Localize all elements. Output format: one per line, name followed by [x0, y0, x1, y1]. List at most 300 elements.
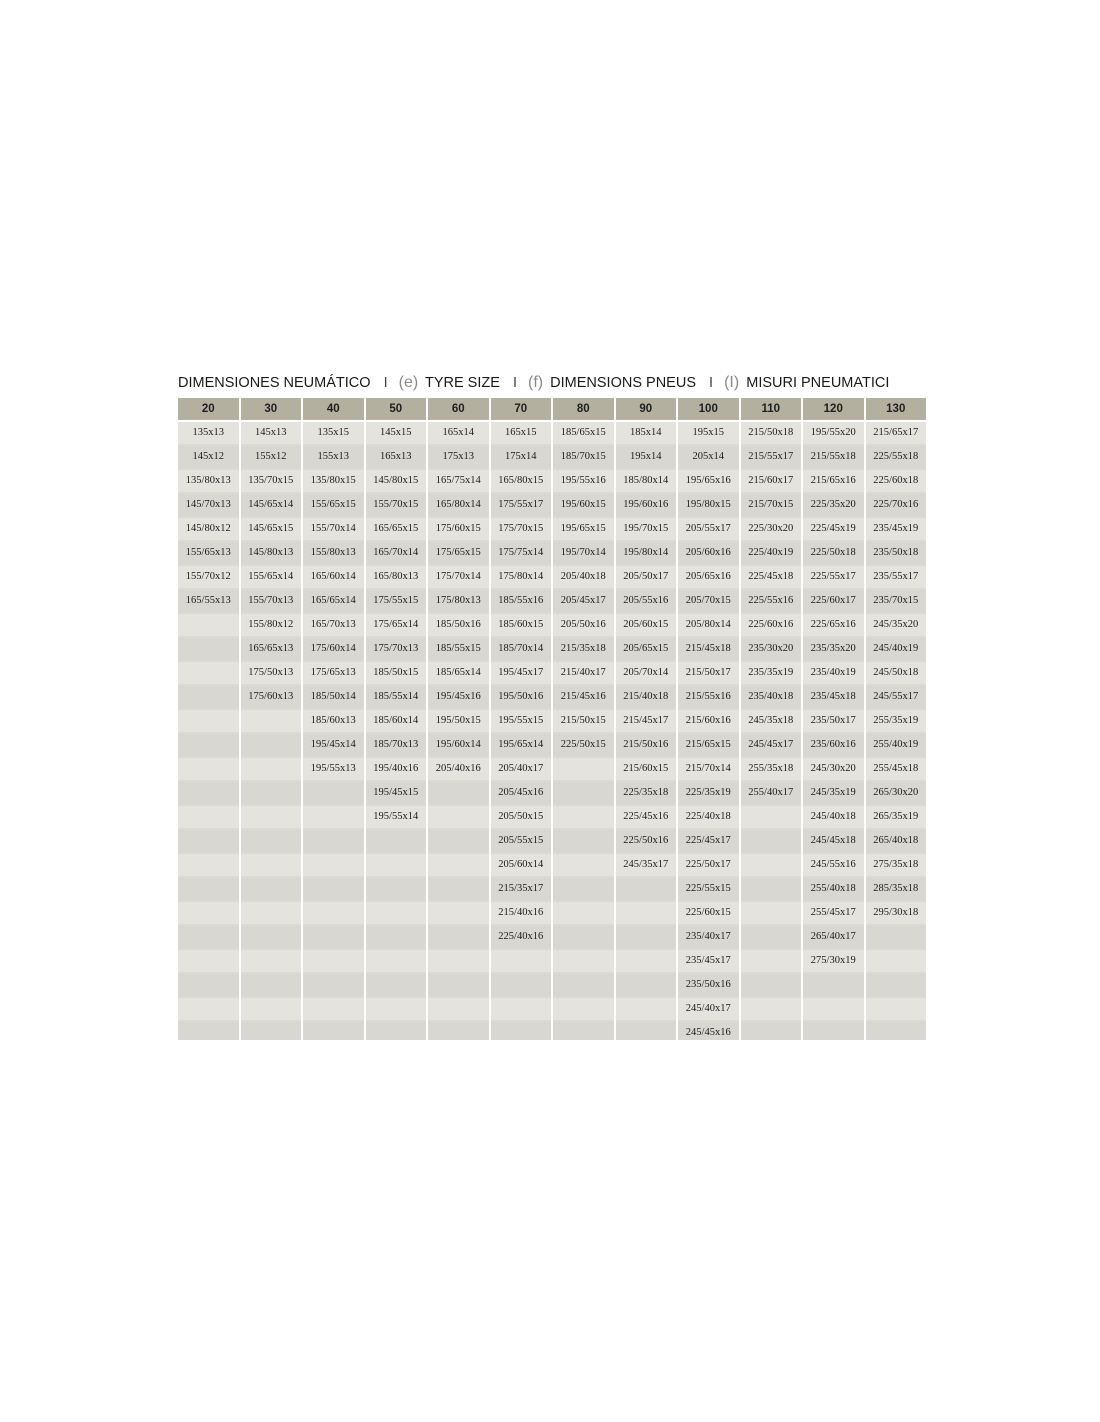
empty-cell: [491, 1022, 552, 1040]
tyre-size-cell: 175/65x13: [303, 662, 364, 684]
heading-separator: I: [709, 375, 714, 391]
empty-cell: [741, 950, 802, 972]
tyre-size-cell: 185x14: [616, 422, 677, 444]
tyre-size-cell: 245/40x18: [803, 806, 864, 828]
table-column: [616, 398, 677, 1040]
empty-cell: [491, 998, 552, 1020]
tyre-size-cell: 245/50x18: [866, 662, 927, 684]
tyre-size-cell: 165/55x13: [178, 590, 239, 612]
tyre-size-cell: 245/35x20: [866, 614, 927, 636]
tyre-size-cell: 235/50x17: [803, 710, 864, 732]
tyre-size-cell: 165/80x14: [428, 494, 489, 516]
tyre-size-cell: 205/55x17: [678, 518, 739, 540]
tyre-size-cell: 195/60x15: [553, 494, 614, 516]
table-column: [303, 398, 364, 1040]
tyre-size-cell: 205/45x16: [491, 782, 552, 804]
empty-cell: [178, 782, 239, 804]
tyre-size-cell: 185/70x15: [553, 446, 614, 468]
empty-cell: [741, 878, 802, 900]
heading-separator: I: [383, 375, 388, 391]
empty-cell: [366, 998, 427, 1020]
tyre-size-cell: 205/65x16: [678, 566, 739, 588]
empty-cell: [866, 974, 927, 996]
tyre-size-cell: 175/80x14: [491, 566, 552, 588]
column-header: 60: [428, 398, 489, 422]
empty-cell: [303, 806, 364, 828]
empty-cell: [428, 782, 489, 804]
tyre-size-cell: 235/50x16: [678, 974, 739, 996]
tyre-size-cell: 195/65x14: [491, 734, 552, 756]
empty-cell: [428, 974, 489, 996]
tyre-size-cell: 205/55x15: [491, 830, 552, 852]
empty-cell: [303, 1022, 364, 1040]
tyre-size-cell: 215/45x17: [616, 710, 677, 732]
empty-cell: [741, 926, 802, 948]
empty-cell: [366, 854, 427, 876]
empty-cell: [428, 878, 489, 900]
tyre-size-cell: 265/40x18: [866, 830, 927, 852]
tyre-size-cell: 155/70x15: [366, 494, 427, 516]
empty-cell: [741, 998, 802, 1020]
tyre-size-cell: 255/35x18: [741, 758, 802, 780]
tyre-size-cell: 205/40x18: [553, 566, 614, 588]
tyre-size-cell: 175/65x14: [366, 614, 427, 636]
empty-cell: [366, 902, 427, 924]
empty-cell: [428, 998, 489, 1020]
tyre-size-cell: 205/40x16: [428, 758, 489, 780]
tyre-size-cell: 205/60x16: [678, 542, 739, 564]
tyre-size-cell: 215/65x15: [678, 734, 739, 756]
tyre-size-cell: 255/40x19: [866, 734, 927, 756]
table-column: [428, 398, 489, 1040]
tyre-size-cell: 195/45x15: [366, 782, 427, 804]
empty-cell: [553, 974, 614, 996]
empty-cell: [178, 926, 239, 948]
tyre-size-cell: 245/45x17: [741, 734, 802, 756]
tyre-size-cell: 225/60x17: [803, 590, 864, 612]
tyre-size-cell: 195/45x16: [428, 686, 489, 708]
tyre-size-cell: 225/50x18: [803, 542, 864, 564]
tyre-size-cell: 195/55x15: [491, 710, 552, 732]
empty-cell: [241, 830, 302, 852]
empty-cell: [553, 950, 614, 972]
tyre-size-cell: 185/50x14: [303, 686, 364, 708]
empty-cell: [428, 1022, 489, 1040]
tyre-size-cell: 155x12: [241, 446, 302, 468]
tyre-size-cell: 185/80x14: [616, 470, 677, 492]
tyre-size-cell: 175/70x14: [428, 566, 489, 588]
tyre-size-cell: 215/35x17: [491, 878, 552, 900]
column-header: 100: [678, 398, 739, 422]
tyre-size-cell: 205x14: [678, 446, 739, 468]
tyre-size-cell: 155/65x14: [241, 566, 302, 588]
tyre-size-cell: 185/55x14: [366, 686, 427, 708]
tyre-size-cell: 225/40x18: [678, 806, 739, 828]
tyre-size-cell: 215/50x16: [616, 734, 677, 756]
tyre-size-cell: 195/55x20: [803, 422, 864, 444]
tyre-size-cell: 135/80x13: [178, 470, 239, 492]
empty-cell: [366, 830, 427, 852]
tyre-size-cell: 185/65x15: [553, 422, 614, 444]
tyre-size-cell: 255/45x18: [866, 758, 927, 780]
empty-cell: [428, 902, 489, 924]
tyre-size-cell: 135x13: [178, 422, 239, 444]
tyre-size-cell: 235/50x18: [866, 542, 927, 564]
tyre-size-cell: 215/35x18: [553, 638, 614, 660]
column-header: 110: [741, 398, 802, 422]
empty-cell: [553, 878, 614, 900]
tyre-size-cell: 185/60x15: [491, 614, 552, 636]
tyre-size-cell: 275/35x18: [866, 854, 927, 876]
table-column: [366, 398, 427, 1040]
tyre-size-cell: 185/55x15: [428, 638, 489, 660]
empty-cell: [553, 998, 614, 1020]
empty-cell: [178, 734, 239, 756]
tyre-size-cell: 175/60x13: [241, 686, 302, 708]
tyre-size-cell: 165/75x14: [428, 470, 489, 492]
tyre-size-cell: 235/45x19: [866, 518, 927, 540]
tyre-size-cell: 205/80x14: [678, 614, 739, 636]
tyre-size-cell: 195/50x15: [428, 710, 489, 732]
tyre-size-cell: 225/50x16: [616, 830, 677, 852]
empty-cell: [491, 974, 552, 996]
tyre-size-cell: 195/65x16: [678, 470, 739, 492]
tyre-size-cell: 175/80x13: [428, 590, 489, 612]
tyre-size-cell: 225/45x17: [678, 830, 739, 852]
empty-cell: [553, 854, 614, 876]
tyre-size-cell: 215/65x17: [866, 422, 927, 444]
heading-separator: I: [512, 375, 517, 391]
empty-cell: [491, 950, 552, 972]
tyre-size-cell: 215/70x15: [741, 494, 802, 516]
tyre-size-cell: 205/65x15: [616, 638, 677, 660]
column-header: 70: [491, 398, 552, 422]
empty-cell: [241, 878, 302, 900]
tyre-size-table: [178, 398, 926, 1040]
empty-cell: [553, 1022, 614, 1040]
empty-cell: [553, 782, 614, 804]
empty-cell: [303, 950, 364, 972]
empty-cell: [616, 950, 677, 972]
column-header: 130: [866, 398, 927, 422]
tyre-size-cell: 225/50x15: [553, 734, 614, 756]
tyre-size-cell: 205/45x17: [553, 590, 614, 612]
tyre-size-cell: 225/55x17: [803, 566, 864, 588]
tyre-size-cell: 225/60x15: [678, 902, 739, 924]
tyre-size-cell: 215/50x17: [678, 662, 739, 684]
tyre-size-cell: 225/60x18: [866, 470, 927, 492]
empty-cell: [616, 1022, 677, 1040]
tyre-size-cell: 175/60x14: [303, 638, 364, 660]
empty-cell: [241, 710, 302, 732]
empty-cell: [303, 926, 364, 948]
tyre-size-cell: 215/45x18: [678, 638, 739, 660]
tyre-size-cell: 245/35x19: [803, 782, 864, 804]
column-header: 80: [553, 398, 614, 422]
empty-cell: [178, 830, 239, 852]
tyre-size-cell: 215/50x18: [741, 422, 802, 444]
empty-cell: [616, 902, 677, 924]
empty-cell: [241, 926, 302, 948]
column-header: 120: [803, 398, 864, 422]
tyre-size-cell: 195/55x13: [303, 758, 364, 780]
tyre-size-cell: 225/35x19: [678, 782, 739, 804]
table-column: [241, 398, 302, 1040]
empty-cell: [178, 974, 239, 996]
tyre-size-cell: 235/55x17: [866, 566, 927, 588]
tyre-size-cell: 195/55x14: [366, 806, 427, 828]
empty-cell: [241, 998, 302, 1020]
tyre-size-cell: 175/50x13: [241, 662, 302, 684]
tyre-size-cell: 235/35x19: [741, 662, 802, 684]
heading-en-code: (e): [398, 374, 419, 391]
tyre-size-cell: 195/65x15: [553, 518, 614, 540]
tyre-size-cell: 225/45x18: [741, 566, 802, 588]
tyre-size-cell: 145/80x13: [241, 542, 302, 564]
tyre-size-cell: 195/40x16: [366, 758, 427, 780]
table-column: [553, 398, 614, 1040]
tyre-size-cell: 285/35x18: [866, 878, 927, 900]
tyre-size-cell: 255/40x18: [803, 878, 864, 900]
tyre-size-cell: 245/55x16: [803, 854, 864, 876]
empty-cell: [178, 614, 239, 636]
tyre-size-cell: 185/70x14: [491, 638, 552, 660]
tyre-size-cell: 165x15: [491, 422, 552, 444]
empty-cell: [428, 950, 489, 972]
empty-cell: [428, 926, 489, 948]
tyre-size-cell: 195/80x15: [678, 494, 739, 516]
tyre-size-cell: 235/40x19: [803, 662, 864, 684]
tyre-size-cell: 265/30x20: [866, 782, 927, 804]
empty-cell: [241, 734, 302, 756]
tyre-size-cell: 205/50x15: [491, 806, 552, 828]
tyre-size-cell: 215/40x17: [553, 662, 614, 684]
tyre-size-cell: 245/45x16: [678, 1022, 739, 1040]
tyre-size-cell: 225/60x16: [741, 614, 802, 636]
tyre-size-cell: 175/55x17: [491, 494, 552, 516]
tyre-size-cell: 215/55x16: [678, 686, 739, 708]
tyre-size-cell: 165/60x14: [303, 566, 364, 588]
tyre-size-cell: 195/55x16: [553, 470, 614, 492]
tyre-size-cell: 245/40x17: [678, 998, 739, 1020]
column-header: 90: [616, 398, 677, 422]
empty-cell: [366, 950, 427, 972]
tyre-size-cell: 225/30x20: [741, 518, 802, 540]
table-column: [491, 398, 552, 1040]
tyre-size-cell: 245/45x18: [803, 830, 864, 852]
empty-cell: [428, 806, 489, 828]
tyre-size-cell: 165/65x15: [366, 518, 427, 540]
tyre-size-cell: 215/45x16: [553, 686, 614, 708]
tyre-size-cell: 225/35x20: [803, 494, 864, 516]
tyre-size-cell: 225/55x18: [866, 446, 927, 468]
tyre-size-cell: 215/40x16: [491, 902, 552, 924]
tyre-size-cell: 145x13: [241, 422, 302, 444]
tyre-size-cell: 165/70x13: [303, 614, 364, 636]
table-column: [803, 398, 864, 1040]
empty-cell: [366, 1022, 427, 1040]
empty-cell: [366, 974, 427, 996]
column-header: 20: [178, 398, 239, 422]
empty-cell: [741, 806, 802, 828]
heading-it-code: (I): [724, 374, 740, 391]
empty-cell: [366, 878, 427, 900]
tyre-size-cell: 205/60x14: [491, 854, 552, 876]
tyre-size-cell: 165/65x14: [303, 590, 364, 612]
tyre-size-cell: 195x14: [616, 446, 677, 468]
column-header: 50: [366, 398, 427, 422]
tyre-size-cell: 155x13: [303, 446, 364, 468]
tyre-size-cell: 205/70x15: [678, 590, 739, 612]
tyre-size-cell: 135x15: [303, 422, 364, 444]
tyre-size-cell: 235/30x20: [741, 638, 802, 660]
empty-cell: [303, 974, 364, 996]
tyre-size-cell: 205/50x17: [616, 566, 677, 588]
empty-cell: [178, 638, 239, 660]
empty-cell: [178, 950, 239, 972]
tyre-size-cell: 175/60x15: [428, 518, 489, 540]
empty-cell: [303, 902, 364, 924]
tyre-size-cell: 255/45x17: [803, 902, 864, 924]
empty-cell: [616, 926, 677, 948]
tyre-size-cell: 205/60x15: [616, 614, 677, 636]
tyre-size-cell: 195/50x16: [491, 686, 552, 708]
heading-fr: DIMENSIONS PNEUS: [550, 375, 696, 391]
tyre-size-cell: 295/30x18: [866, 902, 927, 924]
empty-cell: [178, 710, 239, 732]
tyre-size-cell: 245/35x18: [741, 710, 802, 732]
tyre-size-cell: 215/65x16: [803, 470, 864, 492]
tyre-size-cell: 175x14: [491, 446, 552, 468]
table-heading: [178, 372, 889, 394]
tyre-size-cell: 155/65x15: [303, 494, 364, 516]
tyre-size-cell: 165/70x14: [366, 542, 427, 564]
tyre-size-cell: 225/45x19: [803, 518, 864, 540]
empty-cell: [741, 902, 802, 924]
tyre-size-cell: 225/50x17: [678, 854, 739, 876]
empty-cell: [303, 782, 364, 804]
table-column: [178, 398, 239, 1040]
tyre-size-cell: 165x14: [428, 422, 489, 444]
tyre-size-cell: 145/80x15: [366, 470, 427, 492]
empty-cell: [178, 878, 239, 900]
empty-cell: [178, 1022, 239, 1040]
empty-cell: [741, 854, 802, 876]
tyre-size-cell: 235/60x16: [803, 734, 864, 756]
empty-cell: [866, 926, 927, 948]
tyre-size-cell: 175/75x14: [491, 542, 552, 564]
tyre-size-cell: 135/80x15: [303, 470, 364, 492]
empty-cell: [241, 902, 302, 924]
tyre-size-cell: 145x15: [366, 422, 427, 444]
tyre-size-cell: 175/65x15: [428, 542, 489, 564]
tyre-size-cell: 195/70x15: [616, 518, 677, 540]
empty-cell: [241, 974, 302, 996]
tyre-size-cell: 235/70x15: [866, 590, 927, 612]
empty-cell: [178, 854, 239, 876]
tyre-size-cell: 245/55x17: [866, 686, 927, 708]
empty-cell: [241, 854, 302, 876]
tyre-size-cell: 225/65x16: [803, 614, 864, 636]
tyre-size-cell: 245/40x19: [866, 638, 927, 660]
tyre-size-cell: 165/80x13: [366, 566, 427, 588]
empty-cell: [303, 854, 364, 876]
empty-cell: [178, 806, 239, 828]
tyre-size-cell: 145/70x13: [178, 494, 239, 516]
empty-cell: [178, 902, 239, 924]
empty-cell: [553, 926, 614, 948]
empty-cell: [178, 758, 239, 780]
tyre-size-cell: 215/60x15: [616, 758, 677, 780]
tyre-size-cell: 165/65x13: [241, 638, 302, 660]
tyre-size-cell: 145/80x12: [178, 518, 239, 540]
tyre-size-cell: 205/40x17: [491, 758, 552, 780]
empty-cell: [803, 1022, 864, 1040]
tyre-size-cell: 265/40x17: [803, 926, 864, 948]
empty-cell: [241, 758, 302, 780]
tyre-size-cell: 205/50x16: [553, 614, 614, 636]
tyre-size-cell: 195/60x14: [428, 734, 489, 756]
tyre-size-cell: 205/70x14: [616, 662, 677, 684]
tyre-size-cell: 235/45x18: [803, 686, 864, 708]
empty-cell: [241, 806, 302, 828]
tyre-size-cell: 215/70x14: [678, 758, 739, 780]
tyre-size-cell: 155/70x14: [303, 518, 364, 540]
empty-cell: [178, 662, 239, 684]
tyre-size-cell: 165x13: [366, 446, 427, 468]
empty-cell: [428, 854, 489, 876]
tyre-size-cell: 195/45x17: [491, 662, 552, 684]
empty-cell: [303, 830, 364, 852]
empty-cell: [803, 998, 864, 1020]
tyre-size-cell: 165/80x15: [491, 470, 552, 492]
tyre-size-cell: 155/65x13: [178, 542, 239, 564]
empty-cell: [741, 1022, 802, 1040]
tyre-size-cell: 215/40x18: [616, 686, 677, 708]
empty-cell: [303, 998, 364, 1020]
tyre-size-cell: 175/55x15: [366, 590, 427, 612]
empty-cell: [866, 998, 927, 1020]
tyre-size-cell: 235/35x20: [803, 638, 864, 660]
tyre-size-cell: 155/70x12: [178, 566, 239, 588]
tyre-size-cell: 175/70x13: [366, 638, 427, 660]
tyre-size-cell: 205/55x16: [616, 590, 677, 612]
tyre-size-cell: 245/35x17: [616, 854, 677, 876]
empty-cell: [241, 950, 302, 972]
tyre-size-cell: 145x12: [178, 446, 239, 468]
empty-cell: [803, 974, 864, 996]
tyre-size-cell: 175/70x15: [491, 518, 552, 540]
table-column: [741, 398, 802, 1040]
tyre-size-cell: 155/80x12: [241, 614, 302, 636]
tyre-size-cell: 145/65x15: [241, 518, 302, 540]
tyre-size-cell: 195/60x16: [616, 494, 677, 516]
tyre-size-cell: 235/45x17: [678, 950, 739, 972]
tyre-size-cell: 255/40x17: [741, 782, 802, 804]
tyre-size-cell: 225/35x18: [616, 782, 677, 804]
tyre-size-cell: 185/50x15: [366, 662, 427, 684]
tyre-size-cell: 195/45x14: [303, 734, 364, 756]
empty-cell: [616, 974, 677, 996]
tyre-size-cell: 185/70x13: [366, 734, 427, 756]
heading-es: DIMENSIONES NEUMÁTICO: [178, 375, 371, 391]
tyre-size-cell: 225/55x15: [678, 878, 739, 900]
empty-cell: [366, 926, 427, 948]
tyre-size-cell: 155/80x13: [303, 542, 364, 564]
tyre-size-cell: 255/35x19: [866, 710, 927, 732]
column-header: 40: [303, 398, 364, 422]
tyre-size-cell: 195x15: [678, 422, 739, 444]
